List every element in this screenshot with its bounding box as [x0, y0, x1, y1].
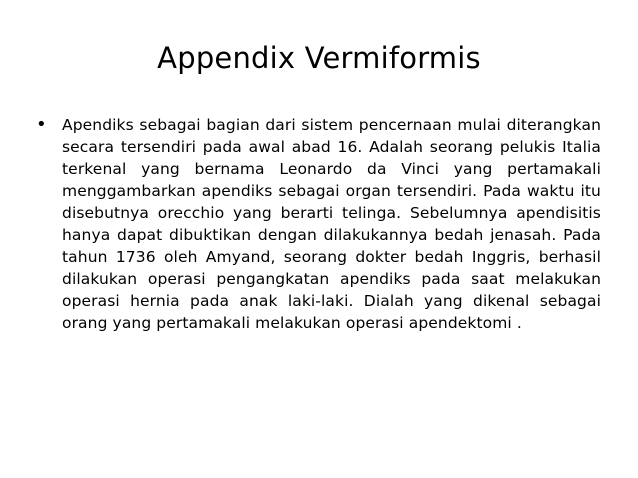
slide-title: Appendix Vermiformis: [157, 41, 481, 75]
body-paragraph: Apendiks sebagai bagian dari sistem pencernaan mulai diterangkan secara tersendiri pada awal abad 16. Adalah seorang pelukis Italia terkenal yang bernama Leonardo da Vinci yang pertamakali menggambarkan apendiks sebagai organ tersendiri. Pada waktu itu disebutnya orecchio yang berarti telinga. Sebelumnya apendisitis hanya dapat dibuktikan dengan dilakukannya bedah jenasah. Pada tahun 1736 oleh Amyand, seorang dokter bedah Inggris, berhasil dilakukan operasi pengangkatan apendiks pada saat melakukan operasi hernia pada anak laki-laki. Dialah yang dikenal sebagai orang yang pertamakali melakukan operasi apendektomi .: [62, 116, 601, 332]
bullet-point: •: [36, 114, 47, 135]
slide-content: [36, 114, 601, 334]
